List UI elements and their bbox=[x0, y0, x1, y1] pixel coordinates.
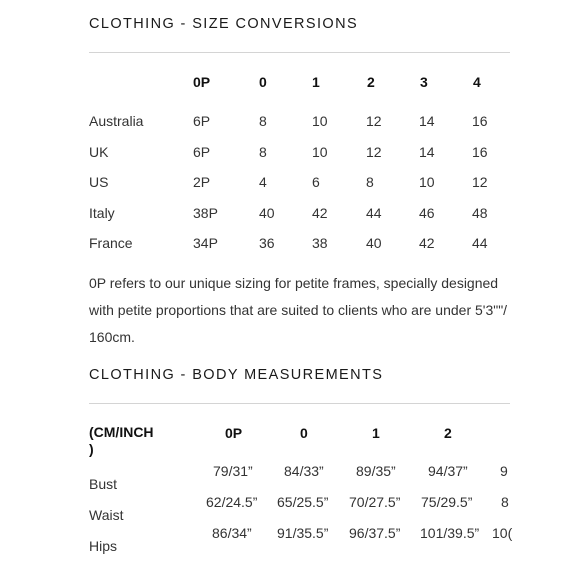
table-cell: 89/35” bbox=[356, 463, 396, 479]
column-header: 1 bbox=[372, 425, 380, 441]
table-cell: 40 bbox=[366, 235, 382, 251]
table-cell: 16 bbox=[472, 113, 488, 129]
table-cell: 14 bbox=[419, 113, 435, 129]
table-cell: 9 bbox=[500, 463, 508, 479]
table-cell: 75/29.5” bbox=[421, 494, 473, 510]
table-cell: 6P bbox=[193, 144, 211, 160]
column-header: 0 bbox=[300, 425, 308, 441]
column-header: 1 bbox=[312, 74, 320, 90]
table-cell: 86/34” bbox=[212, 525, 252, 541]
table-cell: 16 bbox=[472, 144, 488, 160]
table-cell: 84/33” bbox=[284, 463, 324, 479]
column-header: 2 bbox=[444, 425, 452, 441]
table-cell: 40 bbox=[259, 205, 275, 221]
petite-sizing-note: 0P refers to our unique sizing for petite frames, specially designed with petite proportions that are suited to clients who are under 5'3""/ 160cm. bbox=[89, 275, 508, 345]
table-cell: 44 bbox=[366, 205, 382, 221]
table-cell: 65/25.5” bbox=[277, 494, 329, 510]
table-cell: 38 bbox=[312, 235, 328, 251]
table-cell: 70/27.5” bbox=[349, 494, 401, 510]
body-measurements-title: CLOTHING - BODY MEASUREMENTS bbox=[89, 367, 384, 383]
row-label: France bbox=[89, 235, 133, 251]
table-cell: 10( bbox=[492, 525, 513, 541]
table-cell: 14 bbox=[419, 144, 435, 160]
column-header: 0P bbox=[225, 425, 243, 441]
table-cell: 10 bbox=[312, 113, 328, 129]
size-conversions-title: CLOTHING - SIZE CONVERSIONS bbox=[89, 16, 359, 32]
row-label: Hips bbox=[89, 538, 118, 554]
table-cell: 48 bbox=[472, 205, 488, 221]
table-cell: 79/31” bbox=[213, 463, 253, 479]
table-cell: 46 bbox=[419, 205, 435, 221]
table-cell: 34P bbox=[193, 235, 218, 251]
row-label: Waist bbox=[89, 507, 124, 523]
table-cell: 12 bbox=[366, 144, 382, 160]
row-label: Bust bbox=[89, 476, 118, 492]
table-cell: 6P bbox=[193, 113, 211, 129]
column-header: 0 bbox=[259, 74, 267, 90]
row-label: UK bbox=[89, 144, 109, 160]
row-label: US bbox=[89, 174, 109, 190]
table-cell: 42 bbox=[312, 205, 328, 221]
table-cell: 62/24.5” bbox=[206, 494, 258, 510]
table-cell: 38P bbox=[193, 205, 218, 221]
table-cell: 12 bbox=[366, 113, 382, 129]
table-cell: 8 bbox=[501, 494, 509, 510]
table-cell: 101/39.5” bbox=[420, 525, 480, 541]
table-cell: 2P bbox=[193, 174, 211, 190]
table-cell: 36 bbox=[259, 235, 275, 251]
column-header: 2 bbox=[367, 74, 375, 90]
table-cell: 8 bbox=[366, 174, 374, 190]
table-cell: 94/37” bbox=[428, 463, 468, 479]
table-cell: 96/37.5” bbox=[349, 525, 401, 541]
unit-header: (CM/INCH ) bbox=[89, 424, 154, 457]
table-cell: 12 bbox=[472, 174, 488, 190]
table-cell: 91/35.5” bbox=[277, 525, 329, 541]
column-header: 3 bbox=[420, 74, 428, 90]
table-cell: 4 bbox=[259, 174, 267, 190]
table-cell: 42 bbox=[419, 235, 435, 251]
row-label: Italy bbox=[89, 205, 115, 221]
column-header: 0P bbox=[193, 74, 211, 90]
table-cell: 10 bbox=[419, 174, 435, 190]
table-cell: 8 bbox=[259, 144, 267, 160]
table-cell: 8 bbox=[259, 113, 267, 129]
table-cell: 6 bbox=[312, 174, 320, 190]
table-cell: 10 bbox=[312, 144, 328, 160]
column-header: 4 bbox=[473, 74, 481, 90]
table-cell: 44 bbox=[472, 235, 488, 251]
row-label: Australia bbox=[89, 113, 144, 129]
